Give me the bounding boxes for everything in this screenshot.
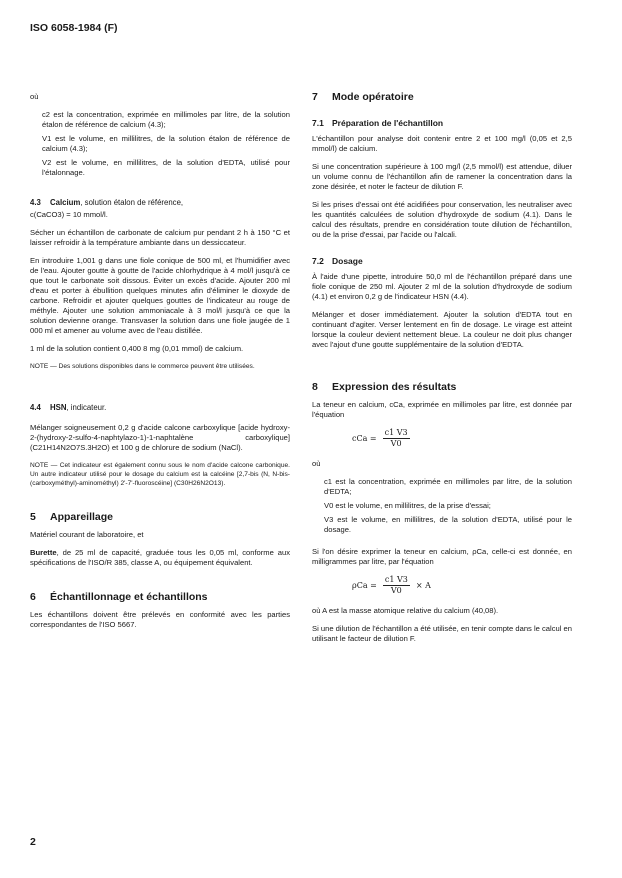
document-header: ISO 6058-1984 (F) (30, 22, 118, 34)
section-7-1-paragraph-3: Si les prises d'essai ont été acidifiées pour conservation, les neutraliser avec les quantités calculées de solution d'hydroxyde de sodium (4.1). Dans le calcul des résultats, prendre en considération toute dilution de l'échantillon, ou de la prise d'essai, par l'acide ou l'alcali. (312, 200, 572, 239)
equation-2-denominator: V0 (390, 586, 402, 595)
section-8-paragraph-2: Si l'on désire exprimer la teneur en calcium, ρCa, celle-ci est donnée, en milligrammes par litre, par l'équation (312, 547, 572, 566)
section-6-paragraph-1: Les échantillons doivent être prélevés en conformité avec les parties correspondantes de l'ISO 5667. (30, 610, 290, 629)
definition-v1: V1 est le volume, en millilitres, de la solution étalon de référence de calcium (4.3); (42, 134, 290, 153)
definition-v2: V2 est le volume, en millilitres, de la solution d'EDTA, utilisé pour l'étalonnage. (42, 158, 290, 177)
section-4-3-paragraph-1: Sécher un échantillon de carbonate de calcium pur pendant 2 h à 150 °C et laisser refroidir à la température ambiante dans un dessiccateur. (30, 228, 290, 247)
where-label-2: où (312, 459, 321, 468)
section-8-paragraph-1: La teneur en calcium, cCa, exprimée en millimoles par litre, est donnée par l'équation (312, 400, 572, 419)
section-4-3-paragraph-3: 1 ml de la solution contient 0,400 8 mg (0,01 mmol) de calcium. (30, 344, 244, 353)
equation-2-tail: × A (415, 580, 431, 590)
section-7-1-paragraph-1: L'échantillon pour analyse doit contenir entre 2 et 100 mg/l (0,05 et 2,5 mmol/l) de calcium. (312, 134, 572, 153)
section-8-paragraph-3: où A est la masse atomique relative du calcium (40,08). (312, 606, 499, 615)
equation-1-denominator: V0 (390, 439, 402, 448)
section-8-paragraph-4: Si une dilution de l'échantillon a été utilisée, en tenir compte dans le calcul en utilisant le facteur de dilution F. (312, 624, 572, 643)
section-4-3-concentration: c(CaCO3) = 10 mmol/l. (30, 210, 108, 219)
section-5-paragraph-1: Matériel courant de laboratoire, et (30, 530, 144, 539)
equation-1-lhs: cCa = (352, 433, 377, 443)
definition-v3: V3 est le volume, en millilitres, de la solution d'EDTA, utilisé pour le dosage. (324, 515, 572, 534)
right-column (312, 92, 572, 652)
equation-2-fraction (383, 575, 410, 596)
equation-1-numerator: c1 V3 (384, 428, 408, 437)
section-4-4-heading: 4.4 HSN, indicateur. (30, 403, 107, 412)
definition-c1: c1 est la concentration, exprimée en millimoles par litre, de la solution d'EDTA; (324, 477, 572, 496)
equation-2-lhs: ρCa = (352, 580, 377, 590)
section-7-2-paragraph-2: Mélanger et doser immédiatement. Ajouter la solution d'EDTA tout en continuant d'agiter. Verser lentement en fin de dosage. Le virage est atteint lorsque la couleur devient nettement bleue. La couleur ne doit plus changer avec l'ajout d'une goutte supplémentaire de la solution d'EDTA. (312, 310, 572, 349)
section-6-heading: 6 Échantillonnage et échantillons (30, 591, 208, 603)
equation-1-fraction (383, 428, 410, 449)
section-8-heading: 8 Expression des résultats (312, 381, 457, 393)
section-5-paragraph-2: Burette, de 25 ml de capacité, graduée tous les 0,05 ml, conforme aux spécifications de l'ISO/R 385, classe A, ou équipement équivalent. (30, 548, 290, 567)
section-4-3-paragraph-2: En introduire 1,001 g dans une fiole conique de 500 ml, et l'humidifier avec de l'eau. Ajouter goutte à goutte de l'acide chlorhydrique à 4 mol/l jusqu'à ce que tout le carbonate soit dissous. Éviter un excès d'acide. Ajouter 200 ml d'eau et porter à ébullition quelques minutes afin d'éliminer le dioxyde de carbone. Refroidir et ajouter quelques gouttes de l'indicateur au rouge de méthyle. Ajouter une solution ammoniacale à 3 mol/l jusqu'à ce que la solution devienne orange. Transvaser la solution dans une fiole jaugée de 1 000 ml et amener au volume avec de l'eau distillée. (30, 256, 290, 335)
left-column (30, 92, 290, 638)
section-4-4-note: NOTE — Cet indicateur est également connu sous le nom d'acide calcone carbonique. Un autre indicateur utilisé pour le dosage du calcium est la calcéine [2,7-bis (N, N-bis-(carboxyméthyl)-aminométhyl) 2'-7'-fluoroscéine] (C30H26N2O13). (30, 462, 290, 487)
page-number: 2 (30, 836, 36, 848)
equation-2-numerator: c1 V3 (384, 575, 408, 584)
section-4-3-note: NOTE — Des solutions disponibles dans le commerce peuvent être utilisées. (30, 363, 255, 370)
section-4-3-heading: 4.3 Calcium, solution étalon de référence, (30, 198, 184, 207)
section-7-2-paragraph-1: À l'aide d'une pipette, introduire 50,0 ml de l'échantillon préparé dans une fiole conique de 250 ml. Ajouter 2 ml de la solution d'hydroxyde de sodium (4.1) et environ 0,2 g de l'indicateur HSN (4.4). (312, 272, 572, 301)
definition-v0: V0 est le volume, en millilitres, de la prise d'essai; (324, 501, 491, 510)
section-4-4-paragraph-1: Mélanger soigneusement 0,2 g d'acide calcone carboxylique [acide hydroxy-2-(hydroxy-2-sulfo-4-naphtylazo-1)-1-naphtalène carboxylique] (C21H14N2O7S.3H2O) et 100 g de chlorure de sodium (NaCl). (30, 423, 290, 452)
equation-2 (352, 575, 572, 596)
equation-1 (352, 428, 572, 449)
section-7-2-heading: 7.2 Dosage (312, 256, 363, 266)
definition-c2: c2 est la concentration, exprimée en millimoles par litre, de la solution étalon de référence de calcium (4.3); (42, 110, 290, 129)
section-7-1-heading: 7.1 Préparation de l'échantillon (312, 118, 444, 128)
section-5-heading: 5 Appareillage (30, 511, 114, 523)
section-7-1-paragraph-2: Si une concentration supérieure à 100 mg/l (2,5 mmol/l) est attendue, diluer un volume connu de l'échantillon afin de ramener la concentration dans la zone désirée, et noter le facteur de dilution F. (312, 162, 572, 191)
where-label: où (30, 92, 39, 101)
section-7-heading: 7 Mode opératoire (312, 91, 414, 103)
